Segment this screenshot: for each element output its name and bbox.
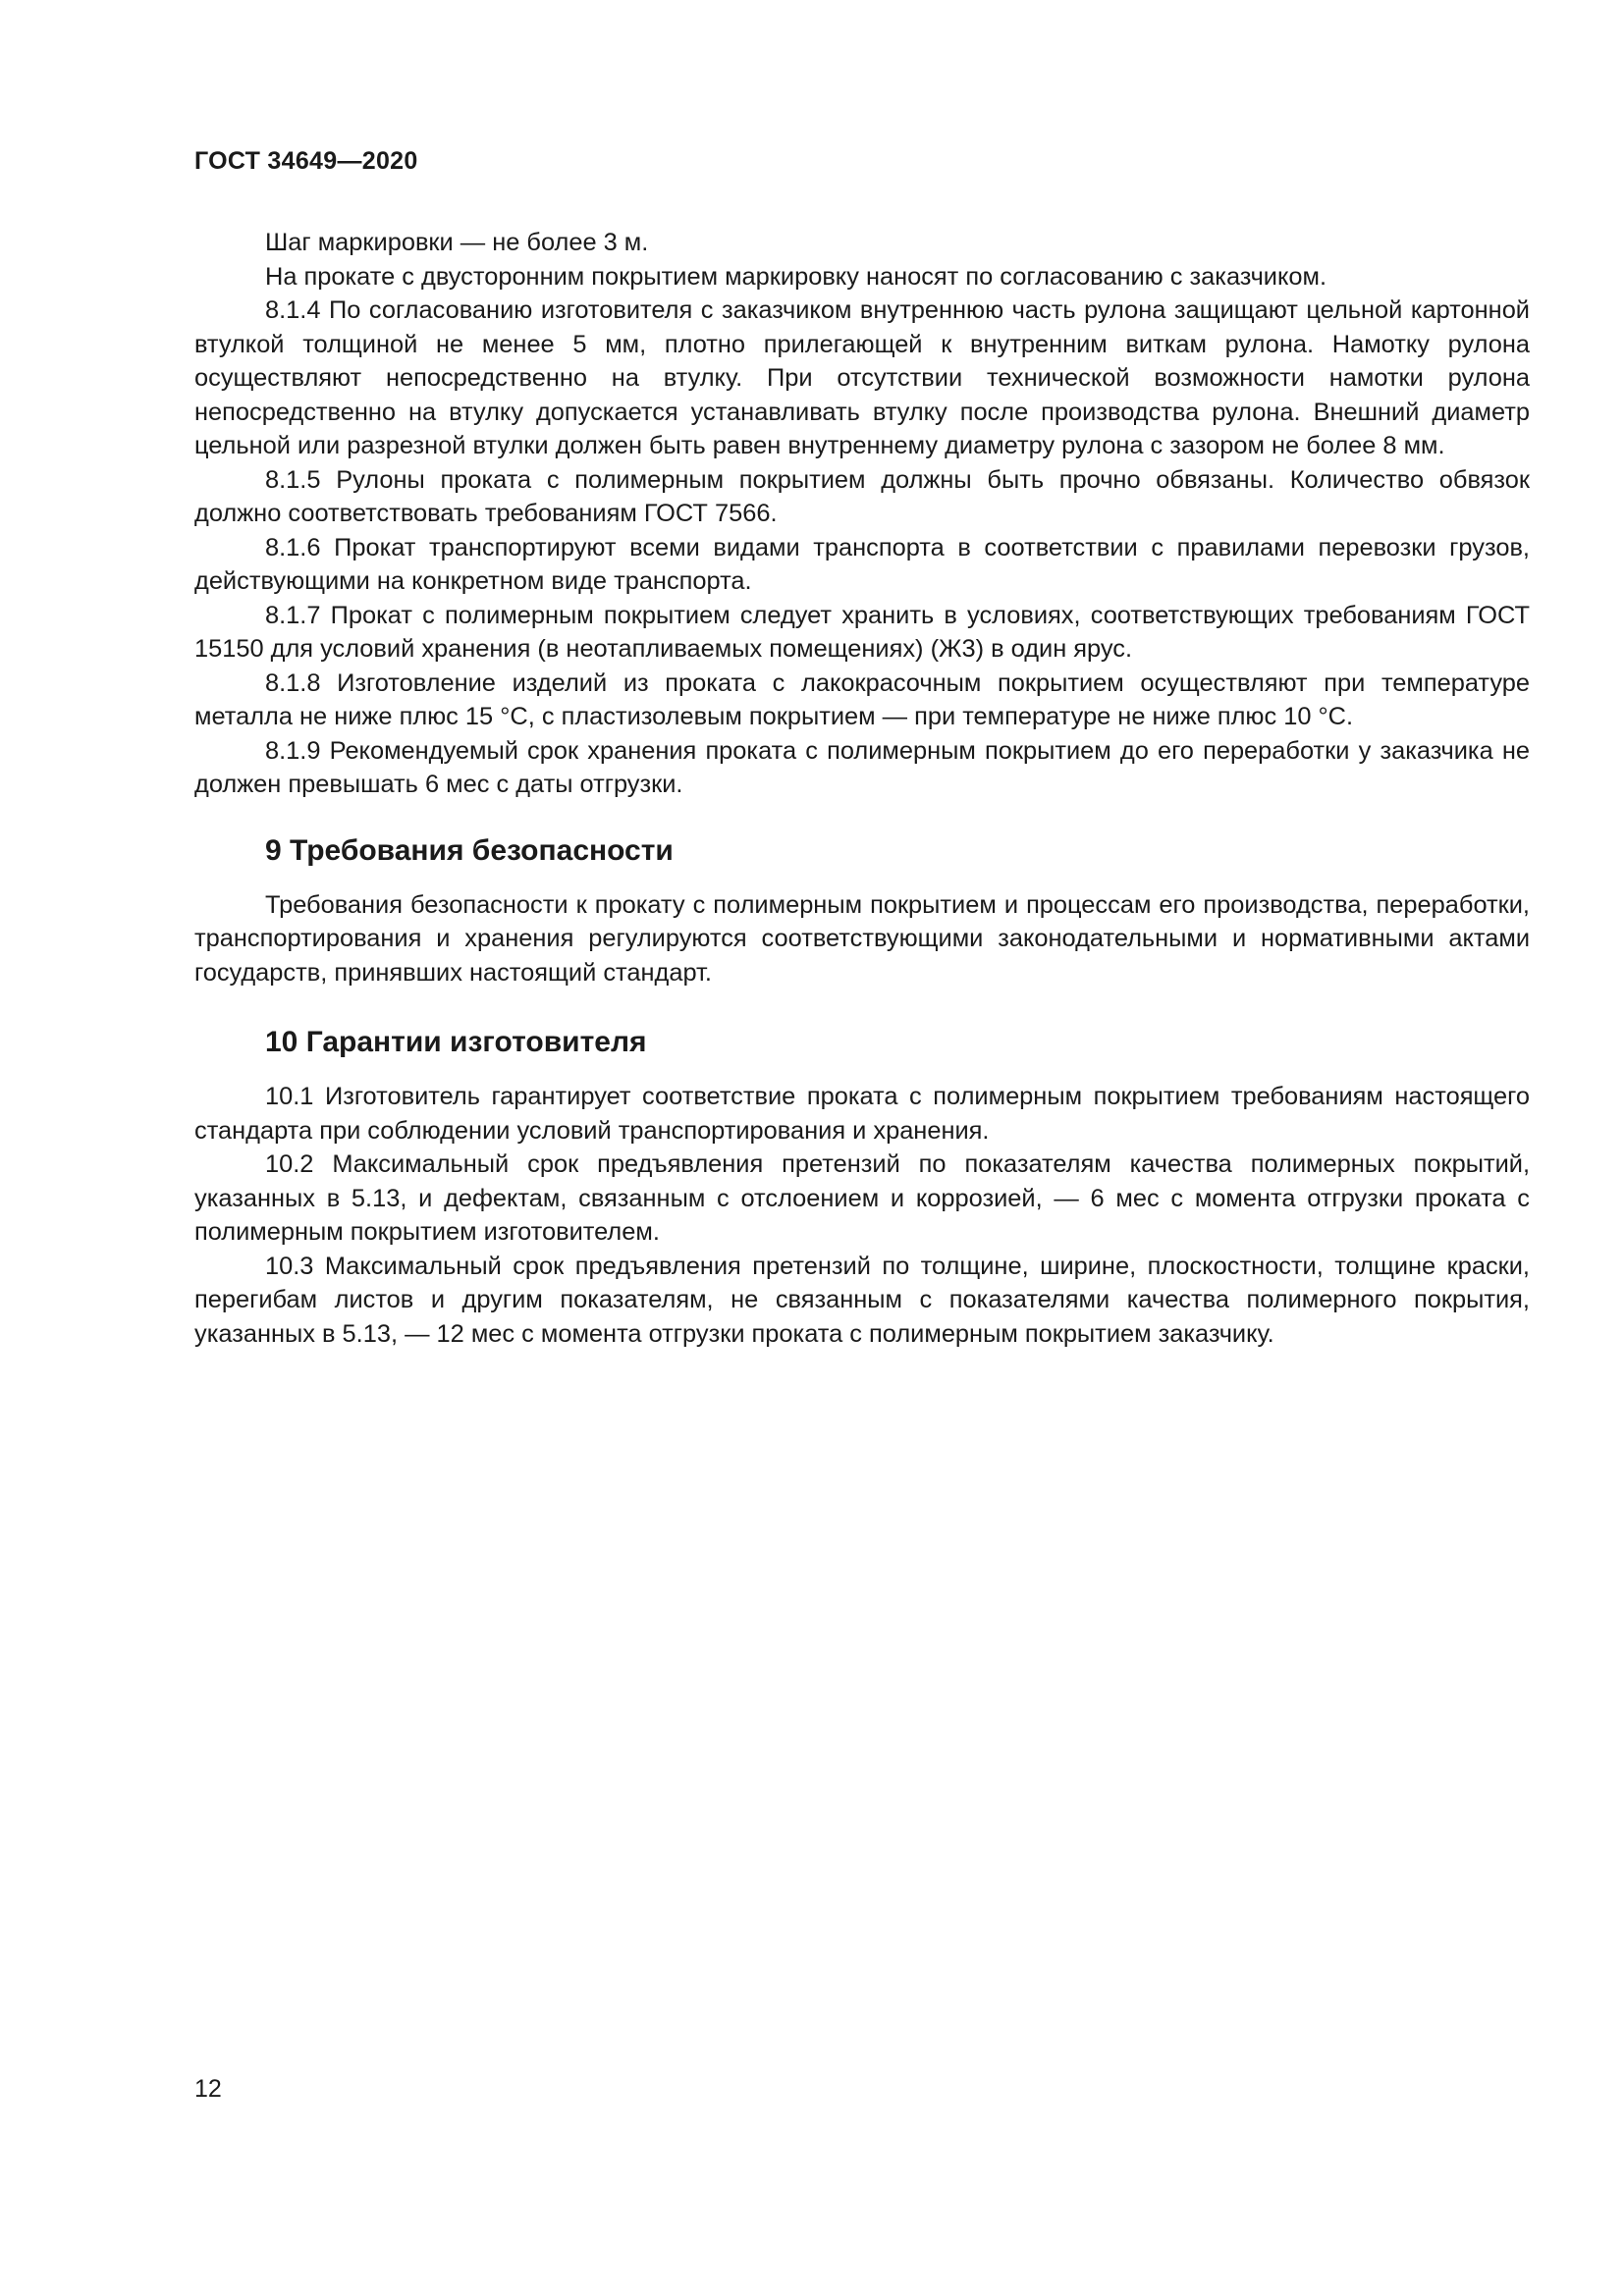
page-body: [194, 226, 1530, 1351]
paragraph-10-1: 10.1 Изготовитель гарантирует соответствие проката с полимерным покрытием требованиям настоящего стандарта при соблюдении условий транспортирования и хранения.: [194, 1083, 1530, 1145]
paragraph-9-safety: Требования безопасности к прокату с полимерным покрытием и процессам его производства, переработки, транспортирования и хранения регулируются соответствующими законодательными и нормативными актами государств, принявших настоящий стандарт.: [194, 890, 1530, 987]
section-9-heading: 9 Требования безопасности: [265, 833, 674, 867]
paragraph-10-2: 10.2 Максимальный срок предъявления претензий по показателям качества полимерных покрытий, указанных в 5.13, и дефектам, связанным с отслоением и коррозией, — 6 мес с момента отгрузки проката с полимерным покрытием изготовителем.: [194, 1150, 1530, 1246]
section-10-heading: 10 Гарантии изготовителя: [265, 1026, 647, 1058]
paragraph-8-1-7: 8.1.7 Прокат с полимерным покрытием следует хранить в условиях, соответствующих требованиям ГОСТ 15150 для условий хранения (в неотапливаемых помещениях) (Ж3) в один ярус.: [194, 601, 1530, 663]
paragraph-marking-step: Шаг маркировки — не более 3 м.: [265, 229, 649, 256]
page-number: 12: [194, 2075, 222, 2103]
document-code-header: ГОСТ 34649—2020: [194, 147, 418, 175]
paragraph-8-1-5: 8.1.5 Рулоны проката с полимерным покрытием должны быть прочно обвязаны. Количество обвязок должно соответствовать требованиям ГОСТ 7566.: [194, 465, 1530, 527]
paragraph-two-sided-marking: На прокате с двусторонним покрытием маркировку наносят по согласованию с заказчиком.: [265, 262, 1327, 291]
paragraph-8-1-4: 8.1.4 По согласованию изготовителя с заказчиком внутреннюю часть рулона защищают цельной картонной втулкой толщиной не менее 5 мм, плотно прилегающей к внутренним виткам рулона. Намотку рулона осуществляют непосредственно на втулку. При отсутствии технической возможности намотки рулона непосредственно на втулку допускается устанавливать втулку после производства рулона. Внешний диаметр цельной или разрезной втулки должен быть равен внутреннему диаметру рулона с зазором не более 8 мм.: [194, 296, 1530, 459]
paragraph-8-1-9: 8.1.9 Рекомендуемый срок хранения проката с полимерным покрытием до его переработки у заказчика не должен превышать 6 мес с даты отгрузки.: [194, 736, 1530, 798]
paragraph-10-3: 10.3 Максимальный срок предъявления претензий по толщине, ширине, плоскостности, толщине краски, перегибам листов и другим показателям, не связанным с показателями качества полимерного покрытия, указанных в 5.13, — 12 мес с момента отгрузки проката с полимерным покрытием заказчику.: [194, 1252, 1530, 1348]
paragraph-8-1-8: 8.1.8 Изготовление изделий из проката с лакокрасочным покрытием осуществляют при температуре металла не ниже плюс 15 °С, с пластизолевым покрытием — при температуре не ниже плюс 10 °С.: [194, 668, 1530, 730]
paragraph-8-1-6: 8.1.6 Прокат транспортируют всеми видами транспорта в соответствии с правилами перевозки грузов, действующими на конкретном виде транспорта.: [194, 533, 1530, 595]
